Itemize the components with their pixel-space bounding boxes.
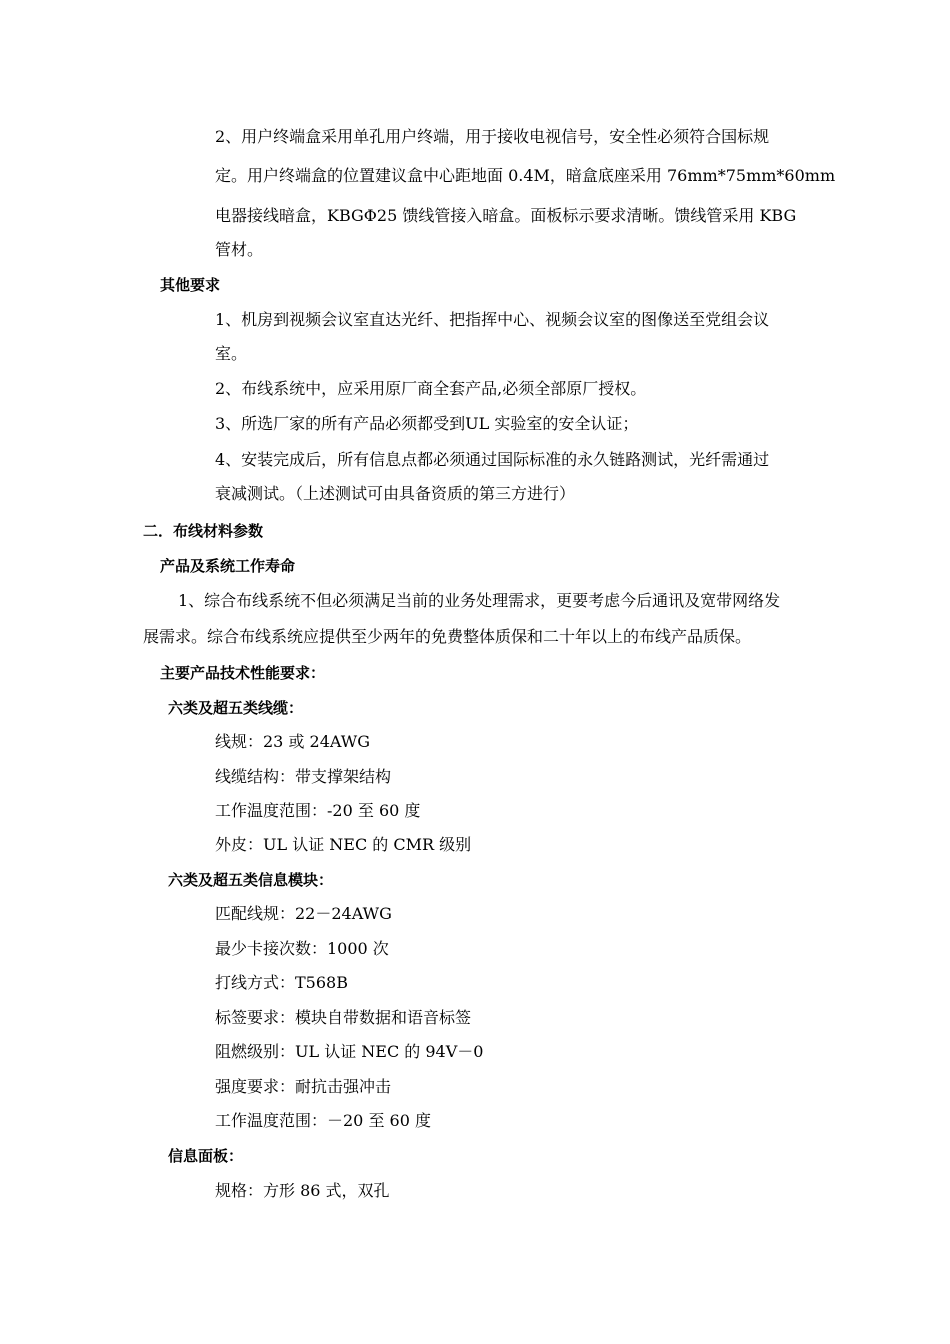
subsection-heading: 六类及超五类线缆： [168,699,304,717]
list-item: 线规：23 或 24AWG [215,732,371,751]
list-item: 规格：方形 86 式，双孔 [215,1181,390,1200]
section-heading: 二．布线材料参数 [143,522,264,540]
list-item: 2、布线系统中，应采用原厂商全套产品,必须全部原厂授权。 [215,379,647,398]
paragraph-line: 展需求。综合布线系统应提供至少两年的免费整体质保和二十年以上的布线产品质保。 [143,627,752,646]
list-item: 4、安装完成后，所有信息点都必须通过国际标准的永久链路测试，光纤需通过 [215,450,770,469]
list-item: 线缆结构：带支撑架结构 [215,767,392,786]
paragraph-line: 2、用户终端盒采用单孔用户终端，用于接收电视信号，安全性必须符合国标规 [215,127,770,146]
list-item: 匹配线规：22－24AWG [215,904,392,923]
list-item: 强度要求：耐抗击强冲击 [215,1077,392,1096]
paragraph-line: 管材。 [215,240,264,259]
list-item: 外皮：UL 认证 NEC 的 CMR 级别 [215,835,472,854]
list-item: 标签要求：模块自带数据和语音标签 [215,1008,472,1027]
list-item: 1、机房到视频会议室直达光纤、把指挥中心、视频会议室的图像送至党组会议 [215,310,770,329]
subsection-heading: 六类及超五类信息模块： [168,871,334,889]
section-heading: 其他要求 [160,276,221,294]
list-item: 衰减测试。（上述测试可由具备资质的第三方进行） [215,484,576,503]
list-item: 最少卡接次数：1000 次 [215,939,389,958]
paragraph-line: 1、综合布线系统不但必须满足当前的业务处理需求，更要考虑今后通讯及宽带网络发 [178,591,781,610]
list-item: 打线方式：T568B [215,973,348,992]
subsection-heading: 产品及系统工作寿命 [160,557,296,575]
subsection-heading: 主要产品技术性能要求： [160,664,326,682]
list-item: 工作温度范围：-20 至 60 度 [215,801,421,820]
paragraph-line: 电器接线暗盒，KBGΦ25 馈线管接入暗盒。面板标示要求清晰。馈线管采用 KBG [215,206,797,225]
list-item: 3、所选厂家的所有产品必须都受到UL 实验室的安全认证； [215,414,639,433]
list-item: 阻燃级别：UL 认证 NEC 的 94V－0 [215,1042,484,1061]
paragraph-line: 定。用户终端盒的位置建议盒中心距地面 0.4M，暗盒底座采用 76mm*75mm*60mm [215,166,836,185]
list-item: 室。 [215,344,248,363]
list-item: 工作温度范围：－20 至 60 度 [215,1111,431,1130]
subsection-heading: 信息面板： [168,1147,244,1165]
